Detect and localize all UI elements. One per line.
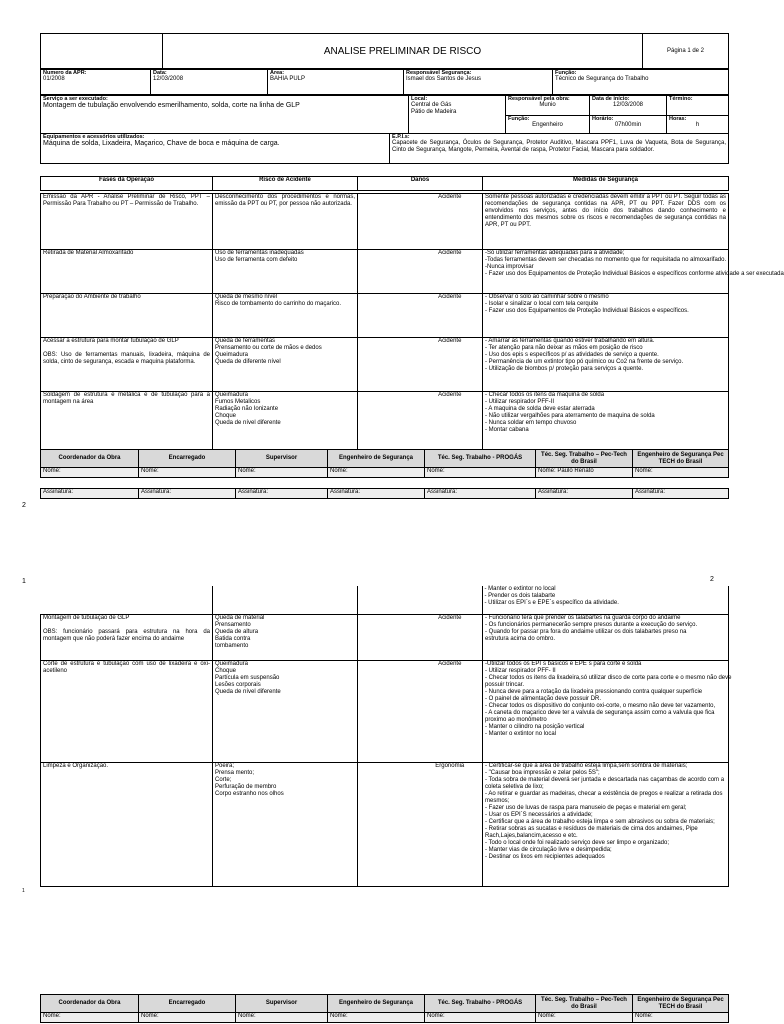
operations-body-2 <box>40 614 732 887</box>
operations-body <box>40 193 784 450</box>
safety-resp-cell: Responsável Segurança: Ismael dos Santos de Jesus <box>404 70 553 95</box>
operation-damage: Acidente <box>418 615 483 661</box>
operation-row <box>41 294 729 338</box>
operation-measures <box>483 763 729 887</box>
measure-line: - Fazer uso dos Equipamentos de Proteção Individual Básicos e específicos. <box>485 308 689 314</box>
measure-line: - Todo o local onde foi realizado serviço deve ser limpo e organizado; <box>485 840 669 846</box>
operation-phase: Montagem de tubulação de GLP OBS: funcionário passará para estrutura na hora da montagem que não poderá fazer encima do andaime <box>41 615 213 661</box>
measure-line: -Utilizar todos os EPI`s basicos e EPE`s para corte e solda <box>485 661 642 667</box>
function-cell: Função: Técnico de Segurança do Trabalho <box>553 70 729 95</box>
operation-row <box>41 661 729 763</box>
signature-sign_headers-1: Encarregado <box>139 450 236 468</box>
epi-cell: E.P.I.s: Capacete de Segurança, Óculos de Segurança, Protetor Auditivo, Mascara PPF1, Luva de Vaqueta, Bota de Segurança, Cinto de Segurança, Mangote, Perneira, Avental de raspa, Protetor Facial, Mascara para soldador. <box>390 134 729 164</box>
service-table <box>40 95 729 134</box>
measure-line: - Amarrar as ferramentas quando estiver trabalhando em altura. <box>485 338 655 344</box>
damage-spacer <box>358 194 418 250</box>
operation-phase: Retirada de Material Almoxarifado <box>41 250 213 294</box>
operation-risk: Queda de material Prensamento Queda de altura Batida contra tombamento <box>213 615 358 661</box>
col-risk: Risco de Acidente <box>213 177 358 191</box>
signature-sign_headers-2: Supervisor <box>236 450 328 468</box>
measure-line: - Certificar que a área de trabalho esteja limpa e sem abrasivos ou sobra de materiais; <box>485 819 715 825</box>
operation-risk: Queda de ferramentas Prensamento ou corte de mãos e dedos Queimadura Queda de diferente nível <box>213 338 358 392</box>
operation-phase: Corte de estrutura e tubulação com uso de lixadeira e oxi-acetileno <box>41 661 213 763</box>
signature-sign_assin-1: Assinatura: <box>139 489 236 499</box>
end-cell: Término: <box>667 96 729 116</box>
signature-sign_names-0: Nome: <box>41 1013 139 1023</box>
signature-sign_headers-0: Coordenador da Obra <box>41 995 139 1013</box>
signature-sign_headers-5: Téc. Seg. Trabalho – Pec-Tech do Brasil <box>536 995 633 1013</box>
signature-sign_names-3: Nome: <box>328 468 425 478</box>
operation-row <box>41 615 729 661</box>
signature-sign_names-4: Nome: <box>425 468 536 478</box>
operation-measures <box>483 194 729 250</box>
page-top-left-number: 1 <box>22 578 26 585</box>
measure-line: - Usar os EPI`S necessários a atividade; <box>485 812 593 818</box>
signature-sign_headers-1: Encarregado <box>139 995 236 1013</box>
operation-damage: Ergonomia <box>418 763 483 887</box>
measure-line: - Quando for passar pra fora do andaime utilizar os dois talabartes preso na <box>485 629 687 635</box>
measure-line: - Destinar os lixos em recipientes adequados <box>485 854 605 860</box>
operation-damage: Acidente <box>418 294 483 338</box>
signature-sign_headers-6: Engenheiro de Segurança Pec TECH do Brasil <box>633 450 729 468</box>
func2-cell: Função: Engenheiro <box>506 116 590 134</box>
measure-line: - Uso dos epis s específicos p/ as atividades de serviço a quente. <box>485 352 659 358</box>
measure-line: - O painel de alimentação deve possuir DR. <box>485 696 602 702</box>
operation-phase: Limpeza e Organização. <box>41 763 213 887</box>
measure-line: - Ter atenção para não deixar as mãos em posição de risco <box>485 345 643 351</box>
operation-phase: Emissão da APR - Análise Preliminar de Risco, PPT – Permissão Para Trabalho ou PT – Permissão de Trabalho. <box>41 194 213 250</box>
operation-risk: Queda de mesmo nível Risco de tombamento do carrinho do maçarico. <box>213 294 358 338</box>
signature-sign_names-2: Nome: <box>236 468 328 478</box>
operation-measures <box>483 661 732 763</box>
measure-line: - A maquina de solda deve estar aterrada <box>485 406 595 412</box>
operation-damage: Acidente <box>418 661 483 763</box>
measure-line: - Não utilizar vergalhões para aterramento de maquina de solda <box>485 413 655 419</box>
col-phases: Fases da Operação <box>41 177 213 191</box>
measure-line: - Certificar-se que a área de trabalho esteja limpa,sem sombra de materiais; <box>485 763 688 769</box>
measure-line: - Nunca soldar em tempo chuvoso <box>485 420 577 426</box>
measure-line: - Utilizar respirador PFF- II <box>485 668 556 674</box>
operation-damage: Acidente <box>418 392 483 450</box>
equip-cell: Equipamentos e acessórios utilizados: Máquina de solda, Lixadeira, Maçarico, Chave de boca e máquina de carga. <box>41 134 390 164</box>
signature-sign_names-6: Nome: <box>633 468 729 478</box>
operation-risk: Poeira; Prensa mento; Corte; Perfuração de membro Corpo estranho nos olhos <box>213 763 358 887</box>
damage-spacer <box>358 615 418 661</box>
operation-risk: Queimadura Fumos Metalicos Radiação não Ionizante Choque Queda de nível diferente <box>213 392 358 450</box>
measure-line: - Utilizar respirador PFF-II <box>485 399 555 405</box>
operation-row <box>41 250 729 294</box>
signature-sign_names-1: Nome: <box>139 468 236 478</box>
page-footer-number-2: 1 <box>22 888 25 894</box>
carry-table <box>40 586 729 615</box>
operation-measures <box>483 338 729 392</box>
signature-sign_headers-0: Coordenador da Obra <box>41 450 139 468</box>
measure-line: -Só utilizar ferramentas adequadas para a atividade; <box>485 250 625 256</box>
operation-measures <box>483 615 729 661</box>
measure-line: Somente pessoas autorizadas e credenciadas devem emitir a PPT ou PT. Seguir todas as recomendações de segurança contidas na APR, PT ou PPT. Fazer DDS com os envolvidos nos serviços, antes do início dos trabalhos dando conhecimento e entendimento dos mesmos sobre os riscos e recomendações de segurança contidas na APR, PT ou PPT. <box>485 194 726 228</box>
signature-sign_names-4: Nome: <box>425 1013 536 1023</box>
signature-table-2 <box>40 994 729 1023</box>
signature-sign_names-5: Nome: Paulo Renato <box>536 468 633 478</box>
operation-risk: Desconhecimento dos procedimentos e normas, emissão da PPT ou PT, por pessoa não autorizada. <box>213 194 358 250</box>
signature-sign_names-1: Nome: <box>139 1013 236 1023</box>
apr-number-cell: Numero da APR: 01/2008 <box>41 70 151 95</box>
col-measures: Medidas de Segurança <box>483 177 729 191</box>
damage-spacer <box>358 392 418 450</box>
operation-phase: Acessar a estrutura para montar tubulação de GLP OBS: Uso de ferramentas manuais, lixadeira, máquina de solda, cinto de segurança, escada e maquina plataforma. <box>41 338 213 392</box>
signature-sign_names-0: Nome: <box>41 468 139 478</box>
measure-line: -Nunca improvisar <box>485 264 534 270</box>
measure-line: - Checar todos os itens da lixadeira,só utilizar disco de corte para corte e o mesmo não deve <box>485 675 732 681</box>
measure-line: Rach,Lajes,balancim,acesso e etc. <box>485 833 578 839</box>
measure-line: proximo ao monômetro <box>485 717 547 723</box>
damage-spacer <box>358 338 418 392</box>
date-cell: Data: 12/03/2008 <box>151 70 268 95</box>
operation-risk: Uso de ferramentas inadequadas Uso de ferramenta com defeito <box>213 250 358 294</box>
equip-table <box>40 133 729 164</box>
measure-line: - A caneta do maçarico deve ter a valvula de segurança assim como a valvula que fica <box>485 710 715 716</box>
hours2-cell: Horas: h <box>667 116 729 134</box>
operation-measures <box>483 250 784 294</box>
work-resp-cell: Responsável pela obra: Munio <box>506 96 590 116</box>
signature-sign_names-6: Nome: <box>633 1013 729 1023</box>
signature-sign_headers-4: Téc. Seg. Trabalho - PROGÁS <box>425 995 536 1013</box>
measure-line: - Permanência de um extintor tipo pó químico ou Co2 na frente de serviço. <box>485 359 684 365</box>
service-cell: Serviço a ser executado: Montagem de tubulação envolvendo esmerilhamento, solda, corte na linha de GLP <box>41 96 409 134</box>
local-cell: Local: Central de Gás Pátio de Madeira <box>409 96 506 134</box>
signature-sign_assin-2: Assinatura: <box>236 489 328 499</box>
operation-damage: Acidente <box>418 338 483 392</box>
measure-line: - Ao retirar e guardar as madeiras, checar a existência de pregos e realizar a retirada dos <box>485 791 723 797</box>
signature-sign_headers-2: Supervisor <box>236 995 328 1013</box>
operation-phase: Preparação do Ambiente de trabalho <box>41 294 213 338</box>
measure-line: - Checar todos os itens da maquina de solda <box>485 392 605 398</box>
col-damage: Danos <box>358 177 483 191</box>
signature-sign_assin-0: Assinatura: <box>41 489 139 499</box>
measure-line: - Nunca deve para a rotação da lixadeira pressionando contra qualquer superfície <box>485 689 703 695</box>
carry-measures-cell: - Manter o extintor no local - Prender os dois talabarte - Utilizar os EPI`s e EPE`s específico da atividade. <box>482 586 728 614</box>
page-label: Página 1 de 2 <box>643 34 729 69</box>
doc-title: ANALISE PRELIMINAR DE RISCO <box>163 34 643 69</box>
measure-line: -Todas ferramentas devem ser checadas no momento que for requisitada no almoxarifado. <box>485 257 727 263</box>
signature-sign_assin-5: Assinatura: <box>536 489 633 499</box>
measure-line: possuir trincar. <box>485 682 525 688</box>
measure-line: - Utilização de biombos p/ proteção para serviços a quente. <box>485 366 644 372</box>
measure-line: - Isolar e sinalizar o local com tela cerquite <box>485 301 599 307</box>
measure-line: - Manter o extintor no local <box>485 731 557 737</box>
signature-sign_assin-3: Assinatura: <box>328 489 425 499</box>
title-table <box>40 33 729 69</box>
signature-sign_headers-3: Engenheiro de Segurança <box>328 995 425 1013</box>
measure-line: - Toda sobra de material deverá ser juntada e descartada nas caçambas de acordo com a <box>485 777 725 783</box>
measure-line: mesmos; <box>485 798 510 804</box>
measure-line: - Observar o solo ao caminhar sobre o mesmo <box>485 294 609 300</box>
measure-line: estrutura acima do ombro. <box>485 636 556 642</box>
signature-sign_headers-6: Engenheiro de Segurança Pec TECH do Brasil <box>633 995 729 1013</box>
damage-spacer <box>358 250 418 294</box>
operation-measures <box>483 294 729 338</box>
operation-row <box>41 392 729 450</box>
measure-line: - "Causar boa impressão e zelar pelos 5S"; <box>485 770 600 776</box>
signature-sign_names-2: Nome: <box>236 1013 328 1023</box>
signature-sign_headers-3: Engenheiro de Segurança <box>328 450 425 468</box>
signature-sign_names-5: Nome: <box>536 1013 633 1023</box>
measure-line: - Montar cabana <box>485 427 529 433</box>
page-top-right-number: 2 <box>710 576 714 583</box>
operation-damage: Acidente <box>418 250 483 294</box>
signature-sign_headers-4: Téc. Seg. Trabalho - PROGÁS <box>425 450 536 468</box>
page-2 <box>0 570 768 1024</box>
operation-row <box>41 194 729 250</box>
damage-spacer <box>358 294 418 338</box>
measure-line: - Fazer uso dos Equipamentos de Proteção Individual Básicos e específicos conforme atividade a ser executada <box>485 271 784 277</box>
measure-line: coleta seletiva de lixo; <box>485 784 544 790</box>
operations-table <box>40 176 729 191</box>
signature-table <box>40 449 729 499</box>
operation-phase: Soldagem de estrutura e metálica e de tubulação para a montagem na área <box>41 392 213 450</box>
measure-line: - Fazer uso de luvas de raspa para manuseio de peças e material em geral; <box>485 805 687 811</box>
area-cell: Área: BAHIA PULP <box>268 70 404 95</box>
damage-spacer <box>358 763 418 887</box>
operation-measures <box>483 392 729 450</box>
signature-sign_assin-6: Assinatura: <box>633 489 729 499</box>
measure-line: - Checar todos os dispositivo do conjunto oxi-corte, o mesmo não deve ter vazamento, <box>485 703 716 709</box>
operation-risk: Queimadura Choque Partícula em suspensão Lesões corporais Queda de nível diferente <box>213 661 358 763</box>
page-footer-number: 2 <box>22 502 26 509</box>
signature-sign_headers-5: Téc. Seg. Trabalho – Pec-Tech do Brasil <box>536 450 633 468</box>
measure-line: - Manter o cilindro na posição vertical <box>485 724 585 730</box>
hours-cell: Horário: 07h00min <box>590 116 667 134</box>
signature-sign_names-3: Nome: <box>328 1013 425 1023</box>
start-date-cell: Data de início: 12/03/2008 <box>590 96 667 116</box>
measure-line: - Funcionário terá que prender os talabartes na guarda corpo do andaime <box>485 615 681 621</box>
operation-row <box>41 763 729 887</box>
damage-spacer <box>358 661 418 763</box>
operation-row <box>41 338 729 392</box>
measure-line: - Manter vias de circulação livre e desimpedida; <box>485 847 612 853</box>
info-table <box>40 69 729 95</box>
measure-line: - Retirar sobras as sucatas e resíduos de materiais de cima dos andaimes, Pipe <box>485 826 698 832</box>
measure-line: - Os funcionários permanecerão sempre presos durante a execução do serviço. <box>485 622 698 628</box>
operation-damage: Acidente <box>418 194 483 250</box>
signature-sign_assin-4: Assinatura: <box>425 489 536 499</box>
